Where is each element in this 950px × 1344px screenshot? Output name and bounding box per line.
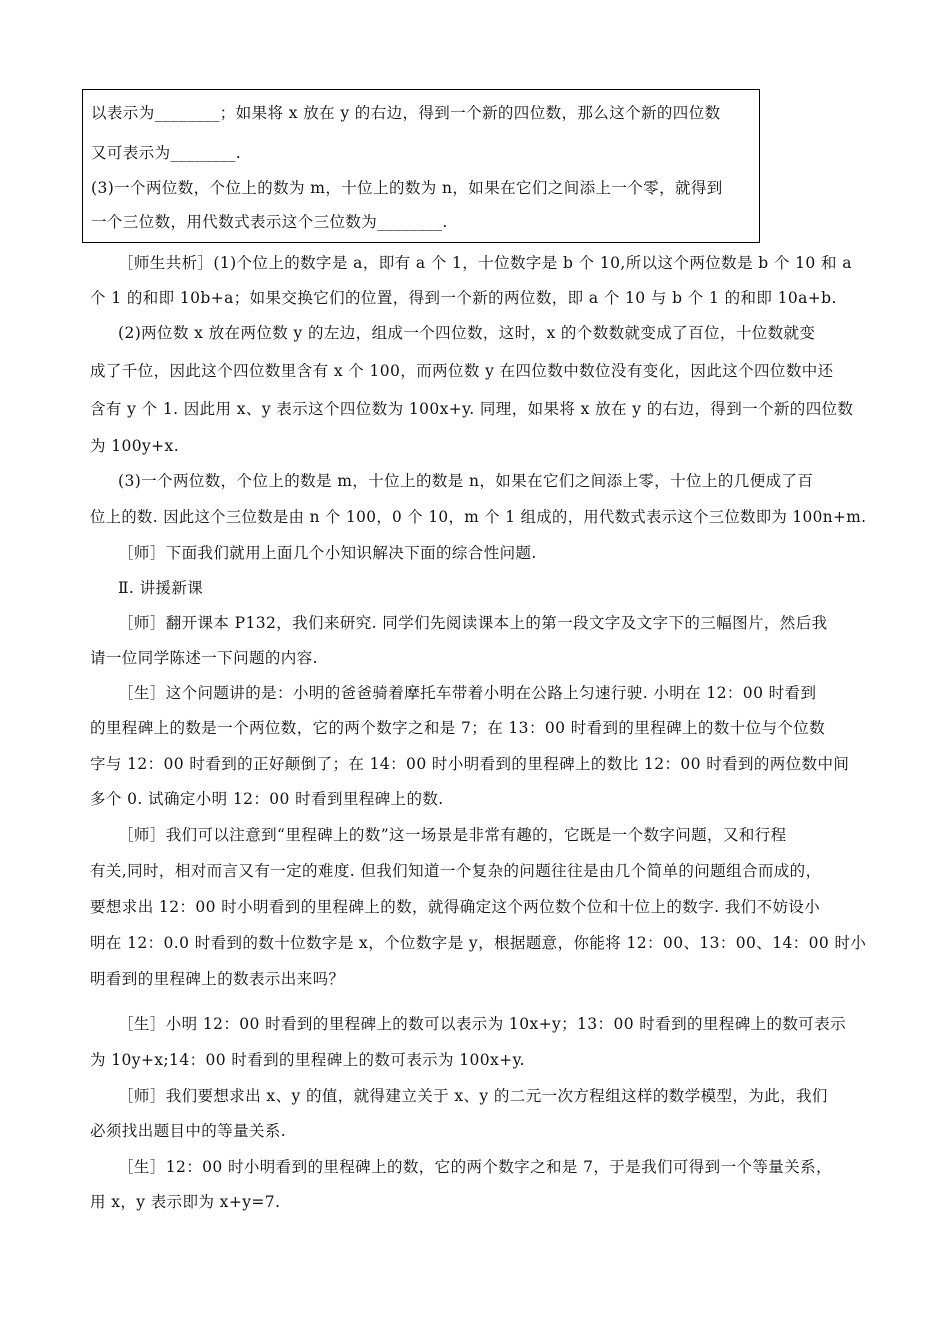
- text-line: 请一位同学陈述一下问题的内容.: [90, 649, 318, 667]
- text-line: (3)一个两位数，个位上的数是 m，十位上的数是 n，如果在它们之间添上零，十位上的几便成了百: [118, 472, 814, 490]
- box-line: 以表示为________；如果将 x 放在 y 的右边，得到一个新的四位数，那么这个新的四位数: [91, 104, 721, 122]
- question-box: [82, 89, 760, 243]
- text-line: 位上的数. 因此这个三位数是由 n 个 100，0 个 10，m 个 1 组成的，用代数式表示这个三位数即为 100n+m.: [90, 508, 867, 526]
- box-line: 又可表示为________.: [91, 144, 242, 162]
- text-line: ［生］12：00 时小明看到的里程碑上的数，它的两个数字之和是 7，于是我们可得到一个等量关系，: [118, 1158, 832, 1176]
- text-line: 个 1 的和即 10b+a；如果交换它们的位置，得到一个新的两位数，即 a 个 10 与 b 个 1 的和即 10a+b.: [90, 289, 837, 307]
- text-line: ［师］我们可以注意到“里程碑上的数”这一场景是非常有趣的，它既是一个数字问题，又和行程: [118, 826, 787, 844]
- text-line: 用 x，y 表示即为 x+y=7.: [90, 1193, 281, 1211]
- text-line: ［师］下面我们就用上面几个小知识解决下面的综合性问题.: [118, 544, 537, 562]
- text-line: 明看到的里程碑上的数表示出来吗？: [90, 970, 345, 988]
- text-line: (2)两位数 x 放在两位数 y 的左边，组成一个四位数，这时，x 的个数数就变成了百位，十位数就变: [118, 324, 816, 342]
- text-line: 的里程碑上的数是一个两位数，它的两个数字之和是 7；在 13：00 时看到的里程碑上的数十位与个位数: [90, 719, 826, 737]
- text-line: ［师］翻开课本 P132，我们来研究. 同学们先阅读课本上的第一段文字及文字下的三幅图片，然后我: [118, 614, 828, 632]
- text-line: 明在 12：0.0 时看到的数十位数字是 x，个位数字是 y，根据题意，你能将 12：00、13：00、14：00 时小: [90, 934, 867, 952]
- box-line: (3)一个两位数，个位上的数为 m，十位上的数为 n，如果在它们之间添上一个零，就得到: [91, 179, 723, 197]
- text-line: 有关,同时，相对而言又有一定的难度. 但我们知道一个复杂的问题往往是由几个简单的问题组合而成的，: [90, 862, 822, 880]
- text-line: 为 10y+x;14：00 时看到的里程碑上的数可表示为 100x+y.: [90, 1051, 525, 1069]
- text-line: ［师］我们要想求出 x、y 的值，就得建立关于 x、y 的二元一次方程组这样的数学模型，为此，我们: [118, 1087, 828, 1105]
- section-heading: Ⅱ. 讲援新课: [118, 579, 204, 597]
- text-line: 必须找出题目中的等量关系.: [90, 1122, 287, 1140]
- box-line: 一个三位数，用代数式表示这个三位数为________.: [91, 213, 448, 231]
- text-line: 字与 12：00 时看到的正好颠倒了；在 14：00 时小明看到的里程碑上的数比 12：00 时看到的两位数中间: [90, 755, 850, 773]
- text-line: ［生］小明 12：00 时看到的里程碑上的数可以表示为 10x+y；13：00 时看到的里程碑上的数可表示: [118, 1015, 847, 1033]
- text-line: 为 100y+x.: [90, 437, 180, 455]
- text-line: 多个 0. 试确定小明 12：00 时看到里程碑上的数.: [90, 790, 444, 808]
- text-line: ［生］这个问题讲的是：小明的爸爸骑着摩托车带着小明在公路上匀速行驶. 小明在 12：00 时看到: [118, 684, 817, 702]
- text-line: 含有 y 个 1. 因此用 x、y 表示这个四位数为 100x+y. 同理，如果将 x 放在 y 的右边，得到一个新的四位数: [90, 400, 854, 418]
- text-line: ［师生共析］(1)个位上的数字是 a，即有 a 个 1，十位数字是 b 个 10,所以这个两位数是 b 个 10 和 a: [118, 254, 852, 272]
- text-line: 要想求出 12：00 时小明看到的里程碑上的数，就得确定这个两位数个位和十位上的数字. 我们不妨设小: [90, 898, 821, 916]
- text-line: 成了千位，因此这个四位数里含有 x 个 100，而两位数 y 在四位数中数位没有变化，因此这个四位数中还: [90, 362, 834, 380]
